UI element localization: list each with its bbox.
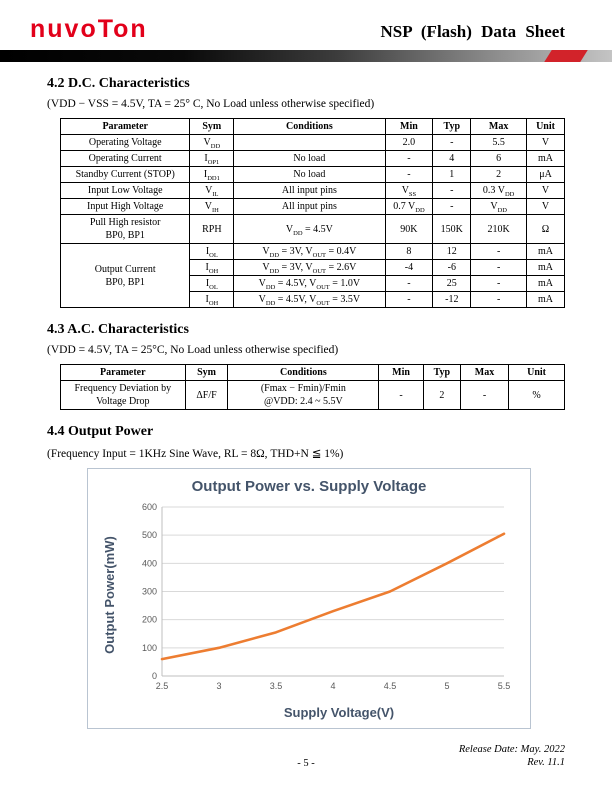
- table-cell: 90K: [385, 215, 433, 244]
- table-cell: -: [471, 276, 527, 292]
- nuvoton-logo: nuvoTon: [30, 15, 148, 43]
- table-cell: -: [433, 135, 471, 151]
- table-cell: -: [379, 381, 424, 410]
- table-cell: -12: [433, 292, 471, 308]
- svg-text:600: 600: [141, 502, 157, 512]
- table-cell: 2: [423, 381, 460, 410]
- column-header: Conditions: [228, 365, 379, 381]
- section-heading-dc: 4.2 D.C. Characteristics: [47, 76, 190, 91]
- svg-text:4: 4: [330, 681, 336, 691]
- svg-text:300: 300: [141, 586, 157, 597]
- chart-plot-area: [94, 499, 524, 704]
- svg-text:200: 200: [141, 614, 157, 625]
- svg-text:2.5: 2.5: [155, 681, 169, 691]
- table-cell: 1: [433, 167, 471, 183]
- table-cell: $V_{SS}$: [385, 183, 433, 199]
- page-header: [0, 0, 612, 50]
- section-heading-output-power: 4.4 Output Power: [47, 424, 154, 439]
- page-footer: [47, 736, 565, 778]
- svg-text:3.5: 3.5: [269, 681, 283, 691]
- table-cell: No load: [234, 151, 385, 167]
- table-cell: All input pins: [234, 183, 385, 199]
- table-cell: Ω: [527, 215, 565, 244]
- table-cell: $I_{OL}$: [190, 244, 234, 260]
- table-cell: mA: [527, 151, 565, 167]
- table-cell-group: Output Current BP0, BP1: [61, 244, 190, 308]
- table-cell: -: [433, 183, 471, 199]
- table-cell: -: [471, 260, 527, 276]
- column-header: Conditions: [234, 119, 385, 135]
- svg-text:5: 5: [444, 681, 450, 691]
- table-cell: $I_{DD1}$: [190, 167, 234, 183]
- table-cell: 0.3 $V_{DD}$: [471, 183, 527, 199]
- table-cell: $V_{DD} = 3V$, $V_{OUT} = 2.6V$: [234, 260, 385, 276]
- svg-text:100: 100: [141, 642, 157, 653]
- column-header: Unit: [527, 119, 565, 135]
- document-title: NSP (Flash) Data Sheet: [380, 22, 565, 41]
- table-row: [61, 381, 565, 410]
- table-cell: Operating Voltage: [61, 135, 190, 151]
- column-header: Typ: [423, 365, 460, 381]
- column-header: Sym: [185, 365, 228, 381]
- table-cell: Operating Current: [61, 151, 190, 167]
- table-cell: mA: [527, 276, 565, 292]
- table-cell: 0.7 $V_{DD}$: [385, 199, 433, 215]
- table-cell: 2: [471, 167, 527, 183]
- output-power-conditions-note: (Frequency Input = 1KHz Sine Wave, RL = 8Ω, THD+N ≦ 1%): [47, 448, 344, 460]
- table-cell: $I_{OL}$: [190, 276, 234, 292]
- table-cell: mA: [527, 260, 565, 276]
- table-row: [61, 167, 565, 183]
- ac-conditions-note: (VDD = 4.5V, TA = 25°C, No Load unless otherwise specified): [47, 344, 339, 356]
- table-cell: 4: [433, 151, 471, 167]
- table-cell: -: [385, 292, 433, 308]
- table-row: [61, 135, 565, 151]
- svg-text:4.5: 4.5: [383, 681, 397, 691]
- column-header: Sym: [190, 119, 234, 135]
- table-cell: $V_{IL}$: [190, 183, 234, 199]
- output-power-chart: [87, 468, 531, 729]
- section-heading-ac: 4.3 A.C. Characteristics: [47, 322, 189, 337]
- table-cell: All input pins: [234, 199, 385, 215]
- table-cell: -: [460, 381, 508, 410]
- table-header-row: [61, 119, 565, 135]
- table-cell: 8: [385, 244, 433, 260]
- table-cell: Input High Voltage: [61, 199, 190, 215]
- page-content: [0, 76, 612, 729]
- chart-svg: [112, 499, 512, 704]
- table-cell: $I_{OP1}$: [190, 151, 234, 167]
- table-cell: RPH: [190, 215, 234, 244]
- table-cell: V: [527, 199, 565, 215]
- column-header: Min: [379, 365, 424, 381]
- table-cell: $I_{OH}$: [190, 292, 234, 308]
- table-cell: 5.5: [471, 135, 527, 151]
- table-cell: -: [385, 276, 433, 292]
- table-cell: -: [433, 199, 471, 215]
- column-header: Parameter: [61, 365, 186, 381]
- table-cell: ΔF/F: [185, 381, 228, 410]
- table-cell: mA: [527, 244, 565, 260]
- table-cell: $V_{DD} = 3V$, $V_{OUT} = 0.4V$: [234, 244, 385, 260]
- header-divider-bar: [0, 50, 612, 62]
- column-header: Parameter: [61, 119, 190, 135]
- table-row: [61, 215, 565, 244]
- table-cell: -: [471, 292, 527, 308]
- table-cell: $V_{DD} = 4.5V$, $V_{OUT} = 3.5V$: [234, 292, 385, 308]
- dc-characteristics-table: [60, 118, 565, 308]
- table-cell: V: [527, 135, 565, 151]
- table-row: [61, 244, 565, 260]
- red-accent-stripe: [544, 50, 587, 62]
- column-header: Min: [385, 119, 433, 135]
- column-header: Typ: [433, 119, 471, 135]
- table-cell: -: [385, 167, 433, 183]
- table-cell: Standby Current (STOP): [61, 167, 190, 183]
- table-cell: 150K: [433, 215, 471, 244]
- table-cell: Input Low Voltage: [61, 183, 190, 199]
- table-cell: 6: [471, 151, 527, 167]
- chart-title: Output Power vs. Supply Voltage: [191, 478, 427, 495]
- page-number: - 5 -: [297, 758, 315, 769]
- svg-text:0: 0: [151, 671, 157, 681]
- table-cell: (Fmax − Fmin)/Fmin @VDD: 2.4 ~ 5.5V: [228, 381, 379, 410]
- table-cell: -4: [385, 260, 433, 276]
- table-cell: $V_{DD}$: [471, 199, 527, 215]
- svg-text:400: 400: [141, 558, 157, 569]
- table-cell: $V_{DD} = 4.5V$, $V_{OUT} = 1.0V$: [234, 276, 385, 292]
- svg-text:500: 500: [141, 530, 157, 541]
- table-cell: Frequency Deviation by Voltage Drop: [61, 381, 186, 410]
- table-cell: $V_{DD}$: [190, 135, 234, 151]
- revision: Rev. 11.1: [527, 756, 565, 768]
- table-row: [61, 151, 565, 167]
- table-cell: -6: [433, 260, 471, 276]
- table-cell: %: [509, 381, 565, 410]
- table-cell: $I_{OH}$: [190, 260, 234, 276]
- svg-text:5.5: 5.5: [497, 681, 511, 691]
- release-date: Release Date: May. 2022: [458, 743, 565, 755]
- table-row: [61, 199, 565, 215]
- column-header: Max: [460, 365, 508, 381]
- table-cell: 2.0: [385, 135, 433, 151]
- chart-y-axis-label: Output Power(mW): [102, 536, 117, 654]
- column-header: Max: [471, 119, 527, 135]
- chart-x-axis-label: Supply Voltage(V): [283, 705, 395, 720]
- table-cell: [234, 135, 385, 151]
- svg-text:3: 3: [216, 681, 222, 691]
- table-cell: μA: [527, 167, 565, 183]
- ac-characteristics-table: [60, 364, 565, 410]
- column-header: Unit: [509, 365, 565, 381]
- table-cell: 210K: [471, 215, 527, 244]
- table-cell: 25: [433, 276, 471, 292]
- dc-conditions-note: (VDD − VSS = 4.5V, TA = 25° C, No Load unless otherwise specified): [47, 98, 375, 110]
- table-header-row: [61, 365, 565, 381]
- table-cell: 12: [433, 244, 471, 260]
- table-cell: $V_{DD} = 4.5V$: [234, 215, 385, 244]
- table-cell: No load: [234, 167, 385, 183]
- table-cell: -: [385, 151, 433, 167]
- table-cell: Pull High resistor BP0, BP1: [61, 215, 190, 244]
- table-cell: -: [471, 244, 527, 260]
- table-cell: V: [527, 183, 565, 199]
- table-cell: $V_{IH}$: [190, 199, 234, 215]
- table-row: [61, 183, 565, 199]
- table-cell: mA: [527, 292, 565, 308]
